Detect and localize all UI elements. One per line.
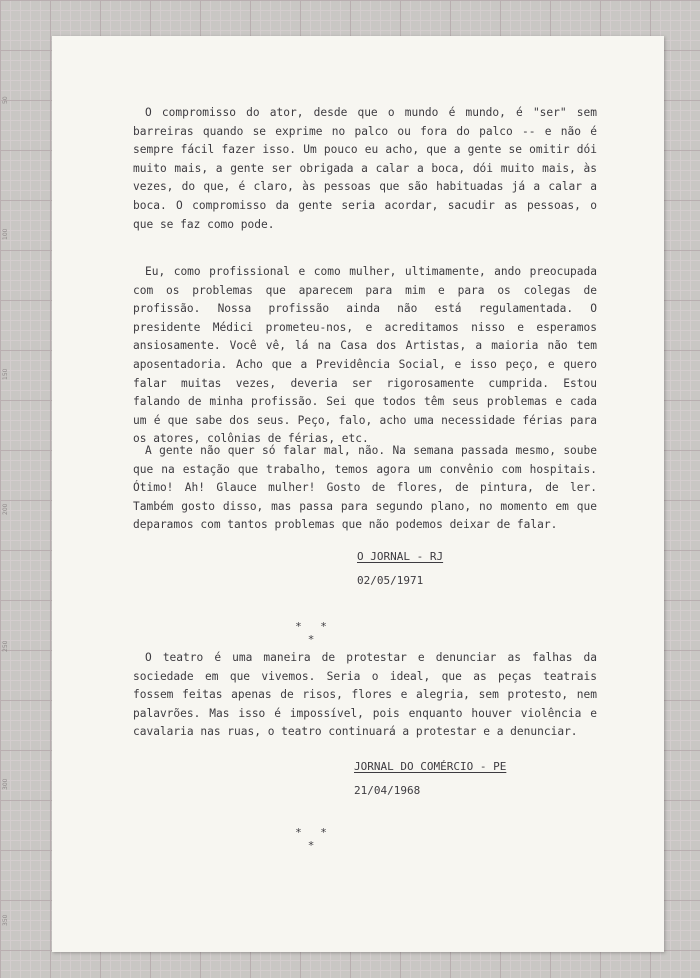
section-separator: * * *: [295, 620, 333, 646]
ruler-mark: 50: [2, 96, 9, 104]
ruler-mark: 200: [2, 503, 9, 515]
ruler-mark: 100: [2, 228, 9, 240]
source-date: 21/04/1968: [354, 784, 421, 797]
typewritten-page: [52, 36, 664, 952]
ruler-mark: 150: [2, 368, 9, 380]
ruler-mark: 350: [2, 914, 9, 926]
ruler-mark: 250: [2, 640, 9, 652]
source-name: JORNAL DO COMÉRCIO - PE: [354, 760, 507, 773]
paragraph-not-only-complaints: A gente não quer só falar mal, não. Na semana passada mesmo, soube que na estação que trabalho, temos agora um convênio com hospitais. Ótimo! Ah! Glauce mulher! Gosto de flores, de pintura, de ler. Também gosto disso, mas passa para segundo plano, no momento em que deparamos com tantos problemas que não podemos deixar de falar.: [133, 444, 597, 532]
paragraph-theatre-protest: O teatro é uma maneira de protestar e denunciar as falhas da sociedade em que vivemos. Seria o ideal, que as peças teatrais fossem feitas apenas de risos, flores e alegria, sem protesto, nem palavrões. Mas isso é impossível, pois enquanto houver violência e cavalaria nas ruas, o teatro continuará a protestar e a denunciar.: [133, 651, 597, 739]
paragraph-actor-commitment: O compromisso do ator, desde que o mundo é mundo, é "ser" sem barreiras quando se exprime no palco ou fora do palco -- e não é sempre fácil fazer isso. Um pouco eu acho, que a gente se omitir dói muito mais, a gente ser obrigada a calar a boca, dói muito mais, às vezes, do que, é claro, às pessoas que são habituadas já a calar a boca. O compromisso da gente seria acordar, sacudir as pessoas, o que se faz como pode.: [133, 106, 597, 231]
paragraph-profession-concerns: Eu, como profissional e como mulher, ultimamente, ando preocupada com os problemas que aparecem para mim e para os colegas de profissão. Nossa profissão ainda não está regulamentada. O presidente Médici prometeu-nos, e acreditamos nisso e esperamos ansiosamente. Você vê, lá na Casa dos Artistas, a maioria não tem aposentadoria. Acho que a Previdência Social, e isso peço, e quero falar muitas vezes, deveria ser rigorosamente cumprida. Estou falando de minha profissão. Sei que todos têm seus problemas e cada um é que sabe dos seus. Peço, falo, acho uma necessidade férias para os atores, colônias de férias, etc.: [133, 265, 597, 446]
source-date: 02/05/1971: [357, 574, 424, 587]
section-separator: * * *: [295, 826, 333, 852]
ruler-mark: 300: [2, 778, 9, 790]
source-name: O JORNAL - RJ: [357, 550, 444, 563]
